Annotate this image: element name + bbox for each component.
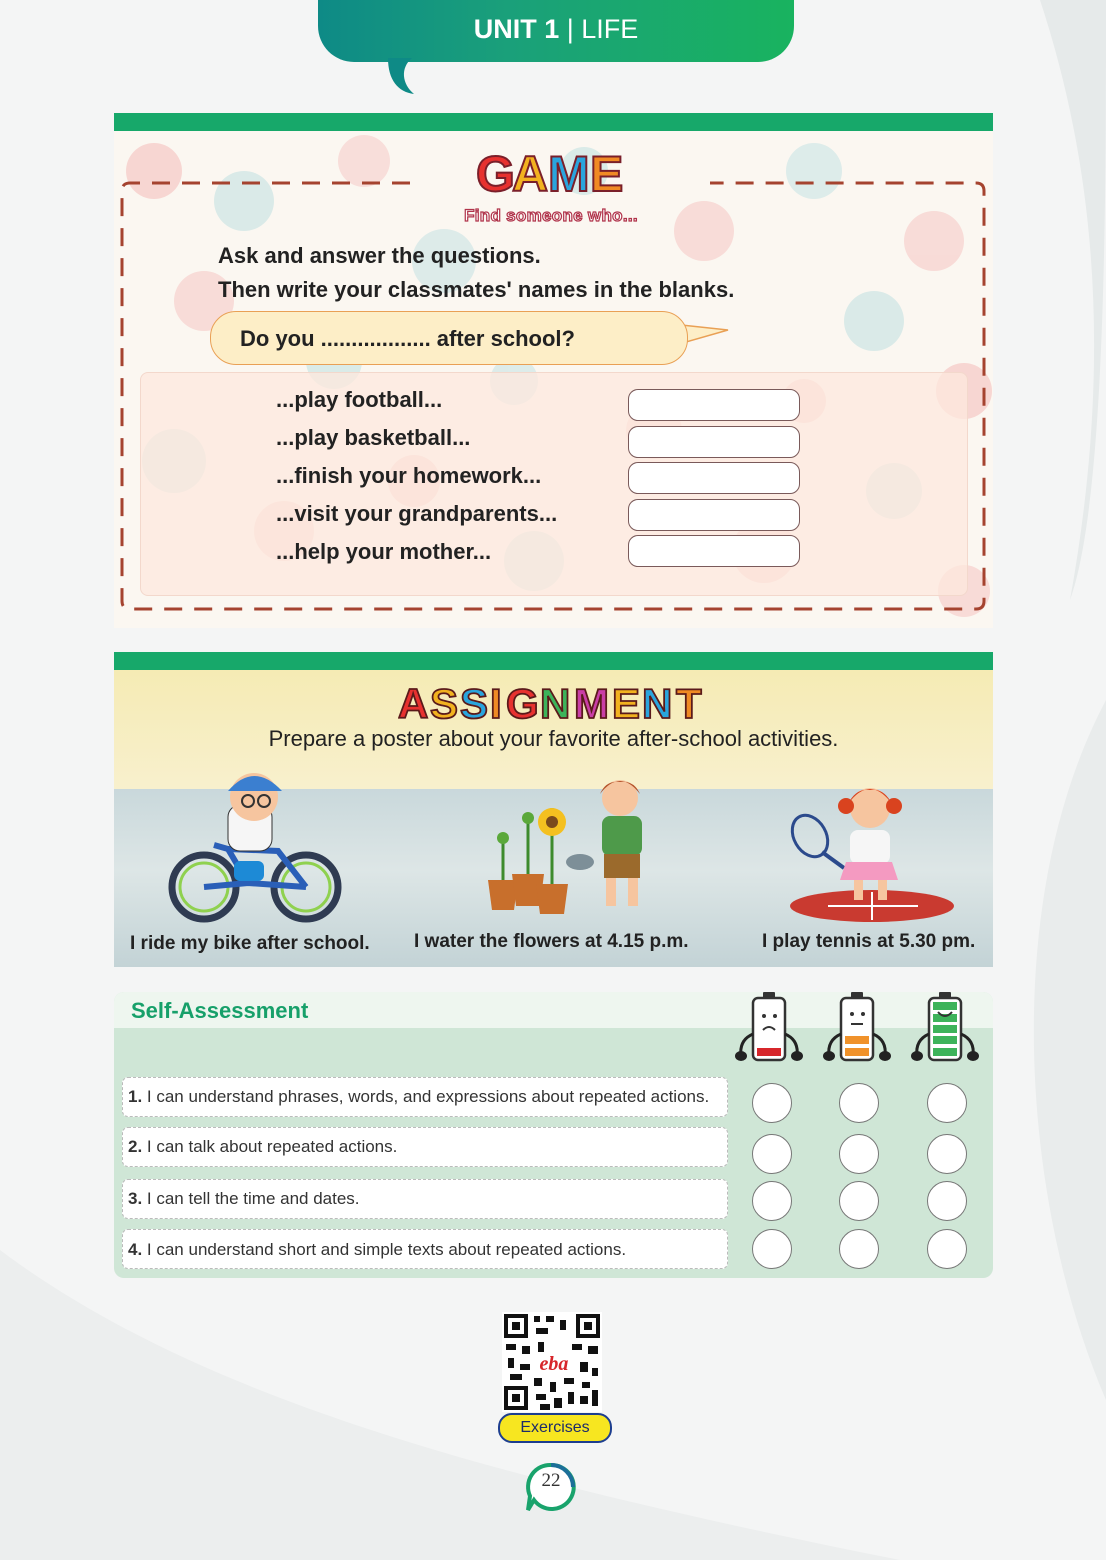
svg-text:S: S [430,680,459,724]
svg-text:M: M [548,146,590,199]
rating-circle-medium[interactable] [839,1229,879,1269]
battery-medium-icon [823,992,891,1061]
game-title [476,143,477,144]
assessment-statement: 1. I can understand phrases, words, and expressions about repeated actions. [128,1087,710,1106]
caption-bike: I ride my bike after school. [130,933,370,954]
activity-item: ...finish your homework... [276,463,542,488]
game-subtitle: Find someone who... [464,206,638,225]
svg-text:N: N [540,680,571,724]
game-instruction-1: Ask and answer the questions. [218,243,541,268]
name-blank-field[interactable] [628,426,800,458]
unit-topic: LIFE [581,14,639,44]
question-prompt: Do you .................. after school? [240,326,575,351]
header-tab-tail [386,58,416,96]
girl-playing-tennis-illustration [788,780,958,925]
activity-list-box [140,372,968,596]
name-blank-field[interactable] [628,535,800,567]
unit-separator: | [559,14,582,44]
activity-item: ...play football... [276,387,443,412]
name-blank-field[interactable] [628,389,800,421]
exercises-button[interactable]: Exercises [498,1413,612,1443]
rating-circle-medium[interactable] [839,1083,879,1123]
svg-text:E: E [590,146,624,199]
rating-circle-medium[interactable] [839,1134,879,1174]
rating-circle-full[interactable] [927,1083,967,1123]
battery-full-icon [911,992,979,1061]
assignment-title [398,676,399,677]
rating-circle-full[interactable] [927,1181,967,1221]
rating-circle-full[interactable] [927,1134,967,1174]
qr-code[interactable] [502,1312,602,1412]
battery-rating-icons [735,990,990,1070]
activity-item: ...help your mother... [276,539,492,564]
game-top-bar [114,113,993,131]
caption-flowers: I water the flowers at 4.15 p.m. [414,931,689,952]
activity-item: ...play basketball... [276,425,471,450]
battery-low-icon [735,992,803,1061]
svg-text:G: G [476,146,515,199]
rating-circle-low[interactable] [752,1229,792,1269]
rating-circle-low[interactable] [752,1083,792,1123]
rating-circle-medium[interactable] [839,1181,879,1221]
eba-logo: eba [539,1353,569,1375]
svg-text:S: S [460,680,489,724]
self-assessment-title: Self-Assessment [131,998,309,1023]
rating-circle-low[interactable] [752,1181,792,1221]
activity-item: ...visit your grandparents... [276,501,558,526]
svg-text:A: A [512,146,549,199]
svg-text:M: M [574,680,609,724]
unit-label: UNIT 1 [473,14,560,44]
svg-text:T: T [676,680,702,724]
name-blank-field[interactable] [628,499,800,531]
game-title-graphic [476,143,626,199]
rating-circle-full[interactable] [927,1229,967,1269]
page-number: 22 [541,1470,561,1491]
game-instruction-2: Then write your classmates' names in the blanks. [218,277,735,302]
caption-tennis: I play tennis at 5.30 pm. [762,931,976,952]
assignment-title-graphic [398,676,708,724]
assignment-top-bar [114,652,993,670]
unit-title [318,14,794,45]
boy-riding-bike-illustration [168,765,343,925]
svg-text:A: A [398,680,429,724]
assessment-statement: 4. I can understand short and simple texts about repeated actions. [128,1240,627,1259]
svg-text:G: G [506,680,539,724]
boy-watering-flowers-illustration [484,778,664,918]
rating-circle-low[interactable] [752,1134,792,1174]
svg-text:E: E [612,680,641,724]
assessment-statement: 3. I can tell the time and dates. [128,1189,360,1208]
svg-text:I: I [490,680,502,724]
svg-text:N: N [642,680,673,724]
assessment-statement: 2. I can talk about repeated actions. [128,1137,398,1156]
assignment-subtitle: Prepare a poster about your favorite after-school activities. [268,726,839,751]
name-blank-field[interactable] [628,462,800,494]
